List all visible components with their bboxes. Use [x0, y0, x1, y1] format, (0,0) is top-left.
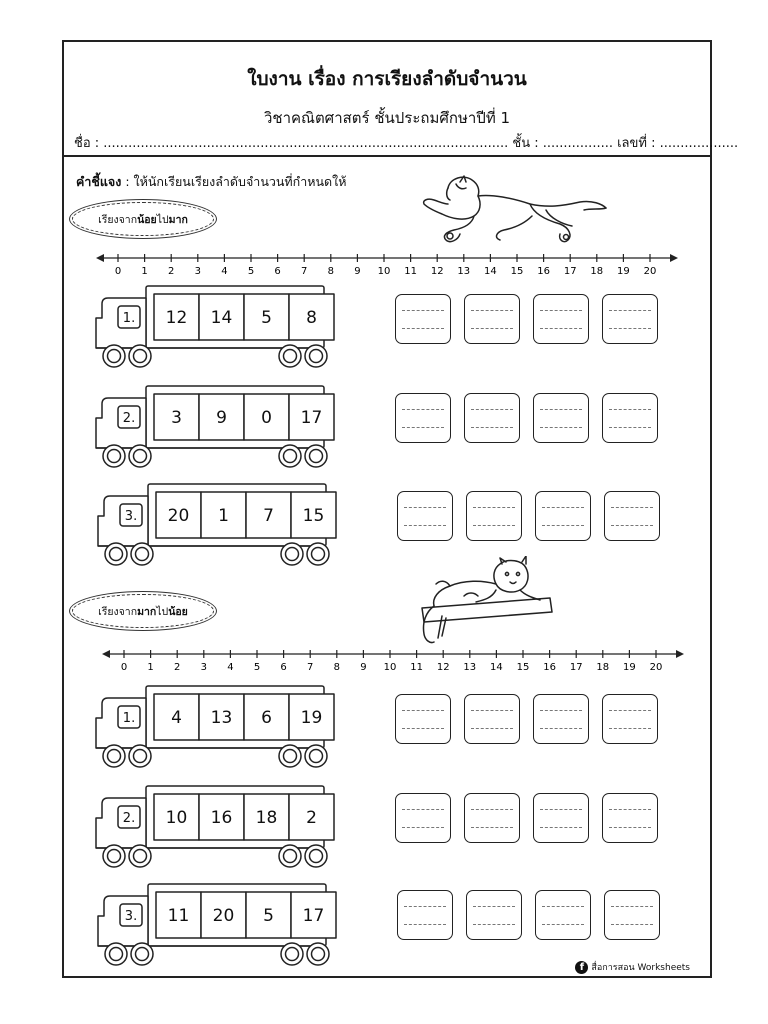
worksheet-frame	[62, 40, 739, 978]
answer-box[interactable]	[395, 294, 451, 344]
truck-cell-number: 2	[306, 808, 317, 828]
badge-bold-first: มาก	[137, 605, 157, 618]
number-line-label: 3	[200, 662, 207, 673]
number-line-label: 15	[516, 662, 530, 673]
answer-box[interactable]	[464, 694, 520, 744]
page-title: ใบงาน เรื่อง การเรียงลำดับจำนวน	[247, 68, 527, 90]
wheel-hub	[108, 750, 121, 763]
truck-cell-number: 13	[210, 708, 233, 728]
wheel-hub	[284, 450, 297, 463]
badge-prefix: เรียงจาก	[98, 213, 138, 226]
answer-box[interactable]	[533, 294, 589, 344]
number-line-label: 7	[301, 266, 308, 277]
truck-cell-number: 9	[216, 408, 227, 428]
leaping-panther-icon	[420, 170, 612, 248]
truck-number-label: 1.	[122, 311, 136, 326]
answer-box[interactable]	[533, 393, 589, 443]
number-line-label: 2	[168, 266, 175, 277]
number-line-label: 17	[569, 662, 583, 673]
truck-cell-number: 1	[218, 506, 229, 526]
number-line-label: 17	[563, 266, 577, 277]
answer-box[interactable]	[533, 694, 589, 744]
truck-cell-number: 16	[210, 808, 233, 828]
truck-number-label: 3.	[124, 909, 138, 924]
number-line-label: 10	[383, 662, 397, 673]
wheel-hub	[310, 450, 323, 463]
number-line-label: 19	[617, 266, 630, 277]
number-line-label: 9	[360, 662, 367, 673]
number-line-label: 13	[457, 266, 471, 277]
number-line-label: 16	[537, 266, 550, 277]
wheel-hub	[284, 350, 297, 363]
truck-number-label: 3.	[124, 509, 138, 524]
number-line-label: 8	[327, 266, 334, 277]
number-line-label: 19	[623, 662, 636, 673]
answer-box[interactable]	[602, 694, 658, 744]
wheel-hub	[108, 350, 121, 363]
number-line-label: 20	[643, 266, 657, 277]
section-badge-descending	[72, 594, 214, 628]
answer-box[interactable]	[397, 491, 453, 541]
number-line-label: 4	[227, 662, 234, 673]
wheel-hub	[284, 750, 297, 763]
badge-bold-second: มาก	[168, 213, 188, 226]
number-line-label: 14	[490, 662, 503, 673]
number-line-label: 16	[543, 662, 556, 673]
number-line-label: 4	[221, 266, 228, 277]
footer-text: สื่อการสอน Worksheets	[591, 963, 690, 973]
wheel-hub	[310, 350, 323, 363]
truck-cell-number: 0	[261, 408, 272, 428]
wheel-hub	[312, 948, 325, 961]
header-divider	[64, 155, 710, 157]
truck	[94, 284, 326, 370]
truck-cell-number: 7	[263, 506, 274, 526]
badge-bold-first: น้อย	[137, 213, 157, 226]
number-line-label: 3	[194, 266, 201, 277]
truck-cell-number: 11	[167, 906, 190, 926]
page-subtitle: วิชาคณิตศาสตร์ ชั้นประถมศึกษาปีที่ 1	[263, 109, 511, 127]
number-line-label: 13	[463, 662, 477, 673]
number-line-label: 9	[354, 266, 361, 277]
truck-cell-number: 19	[300, 708, 323, 728]
answer-box[interactable]	[464, 294, 520, 344]
wheel-hub	[134, 350, 147, 363]
number-line-label: 20	[649, 662, 663, 673]
truck-cell-number: 12	[165, 308, 188, 328]
number-line-label: 11	[410, 662, 423, 673]
truck-number-label: 1.	[122, 711, 136, 726]
number-line-label: 11	[404, 266, 417, 277]
section-badge-ascending	[72, 202, 214, 236]
answer-box[interactable]	[464, 793, 520, 843]
wheel-hub	[108, 850, 121, 863]
truck-cell-number: 17	[302, 906, 325, 926]
number-line-label: 6	[280, 662, 287, 673]
instruction-label: คำชี้แจง	[76, 174, 122, 189]
truck-cell-number: 14	[210, 308, 233, 328]
facebook-icon: f	[575, 961, 588, 974]
wheel-hub	[286, 948, 299, 961]
footer-credit	[575, 960, 690, 974]
student-info-line: ชื่อ : .................................................................................................. ชั้น : ................. เลขที่ : ...................	[74, 136, 739, 151]
truck	[94, 384, 326, 470]
number-line-label: 7	[307, 662, 314, 673]
answer-box[interactable]	[604, 890, 660, 940]
truck	[96, 482, 328, 568]
answer-box[interactable]	[397, 890, 453, 940]
number-line-label: 0	[114, 266, 122, 277]
number-line-label: 5	[253, 662, 261, 673]
answer-box[interactable]	[466, 890, 522, 940]
number-line-label: 18	[590, 266, 604, 277]
number-line-0	[94, 248, 680, 278]
number-line-label: 6	[274, 266, 281, 277]
truck-cell-number: 4	[171, 708, 182, 728]
badge-prefix: เรียงจาก	[98, 605, 138, 618]
answer-box[interactable]	[533, 793, 589, 843]
number-line-label: 14	[484, 266, 497, 277]
instruction	[76, 172, 347, 192]
answer-box[interactable]	[464, 393, 520, 443]
number-line-label: 12	[436, 662, 450, 673]
wheel-hub	[312, 548, 325, 561]
truck	[96, 882, 328, 968]
badge-mid: ไป	[156, 213, 169, 226]
arrow-left-icon	[102, 650, 110, 658]
truck-cell-number: 15	[302, 506, 325, 526]
number-line-label: 2	[174, 662, 181, 673]
answer-box[interactable]	[602, 393, 658, 443]
number-line-label: 8	[333, 662, 340, 673]
truck-cell-number: 8	[306, 308, 317, 328]
number-line-label: 15	[510, 266, 524, 277]
answer-box[interactable]	[602, 793, 658, 843]
answer-box[interactable]	[466, 491, 522, 541]
wheel-hub	[136, 548, 149, 561]
arrow-right-icon	[676, 650, 684, 658]
wheel-hub	[110, 548, 123, 561]
truck-cell-number: 5	[263, 906, 274, 926]
truck-cell-number: 17	[300, 408, 323, 428]
truck-number-label: 2.	[122, 411, 136, 426]
truck-cell-number: 18	[255, 808, 278, 828]
answer-box[interactable]	[602, 294, 658, 344]
answer-box[interactable]	[604, 491, 660, 541]
answer-box[interactable]	[395, 393, 451, 443]
answer-box[interactable]	[535, 491, 591, 541]
answer-box[interactable]	[395, 694, 451, 744]
truck-cell-number: 20	[212, 906, 235, 926]
truck	[94, 784, 326, 870]
wheel-hub	[108, 450, 121, 463]
number-line-label: 10	[377, 266, 391, 277]
wheel-hub	[284, 850, 297, 863]
instruction-text: : ให้นักเรียนเรียงลำดับจำนวนที่กำหนดให้	[121, 174, 347, 189]
number-line-label: 5	[247, 266, 255, 277]
truck-cell-number: 6	[261, 708, 272, 728]
number-line-1	[100, 644, 686, 674]
truck-cell-number: 10	[165, 808, 188, 828]
answer-box[interactable]	[535, 890, 591, 940]
wheel-hub	[134, 850, 147, 863]
answer-box[interactable]	[395, 793, 451, 843]
resting-panther-icon	[412, 556, 554, 646]
number-line-label: 1	[141, 266, 148, 277]
arrow-left-icon	[96, 254, 104, 262]
truck-number-label: 2.	[122, 811, 136, 826]
wheel-hub	[134, 750, 147, 763]
number-line-label: 18	[596, 662, 610, 673]
wheel-hub	[310, 850, 323, 863]
number-line-label: 12	[430, 266, 444, 277]
truck-cell-number: 5	[261, 308, 272, 328]
arrow-right-icon	[670, 254, 678, 262]
wheel-hub	[134, 450, 147, 463]
wheel-hub	[110, 948, 123, 961]
badge-bold-second: น้อย	[168, 605, 188, 618]
truck-cell-number: 20	[167, 506, 190, 526]
truck-cell-number: 3	[171, 408, 182, 428]
wheel-hub	[286, 548, 299, 561]
wheel-hub	[136, 948, 149, 961]
badge-mid: ไป	[156, 605, 169, 618]
number-line-label: 1	[147, 662, 154, 673]
number-line-label: 0	[120, 662, 128, 673]
wheel-hub	[310, 750, 323, 763]
truck	[94, 684, 326, 770]
